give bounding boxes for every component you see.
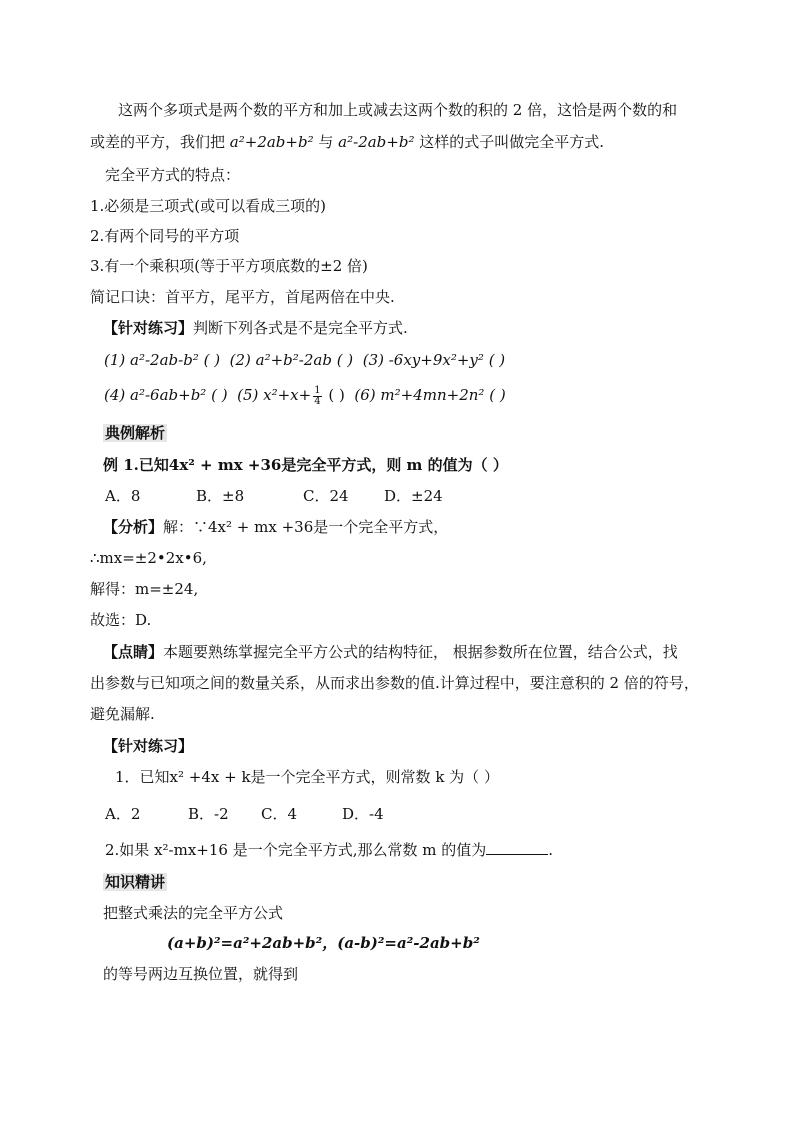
practice1-item-5-post: ( ) — [328, 386, 345, 404]
practice1-item-2: (2) a²+b²-2ab ( ) — [229, 351, 354, 369]
example-heading-text: 典例解析 — [105, 424, 166, 442]
fraction-one-quarter — [313, 386, 321, 407]
q1-option-a: A．2 — [105, 805, 141, 823]
expr-square-diff: a²-2ab+b² — [338, 133, 415, 151]
fraction-numerator: 1 — [314, 384, 321, 396]
practice1-text: 判断下列各式是不是完全平方式. — [193, 319, 408, 337]
knowledge-line-2: 的等号两边互换位置，就得到 — [103, 965, 299, 983]
feature-item-1: 1.必须是三项式(或可以看成三项的) — [90, 197, 327, 215]
mnemonic: 简记口诀：首平方，尾平方，首尾两倍在中央. — [90, 288, 395, 306]
practice2-label: 【针对练习】 — [103, 737, 194, 755]
practice1-row-2 — [104, 385, 506, 407]
practice1-item-1: (1) a²-2ab-b² ( ) — [104, 351, 221, 369]
knowledge-heading-text: 知识精讲 — [105, 873, 166, 891]
analysis-label: 【分析】 — [103, 518, 164, 536]
knowledge-heading — [103, 872, 167, 892]
intro-text-a: 或差的平方，我们把 — [90, 133, 226, 151]
intro-line-1: 这两个多项式是两个数的平方和加上或减去这两个数的积的 2 倍，这恰是两个数的和 — [118, 101, 678, 119]
example-option-a: A．8 — [105, 487, 141, 505]
feature-item-2: 2.有两个同号的平方项 — [90, 227, 240, 245]
knowledge-line-1: 把整式乘法的完全平方公式 — [103, 904, 284, 922]
intro-end: 这样的式子叫做完全平方式. — [419, 133, 605, 151]
intro-line-2 — [90, 132, 604, 152]
practice1-row-1 — [104, 350, 505, 370]
practice1-label: 【针对练习】 — [103, 319, 194, 337]
practice2-q2 — [105, 840, 553, 860]
comment-line-2: 出参数与已知项之间的数量关系，从而求出参数的值.计算过程中，要注意积的 2 倍的符号， — [90, 674, 699, 692]
practice1-item-6: (6) m²+4mn+2n² ( ) — [354, 386, 506, 404]
practice1-item-3: (3) -6xy+9x²+y² ( ) — [362, 351, 506, 369]
analysis-step-3: 故选：D. — [90, 611, 152, 629]
intro-mid: 与 — [318, 133, 334, 151]
example-option-b: B．±8 — [196, 487, 245, 505]
comment-label: 【点睛】 — [103, 643, 164, 661]
q2-text: 2.如果 x²-mx+16 是一个完全平方式,那么常数 m 的值为 — [105, 841, 487, 859]
features-title: 完全平方式的特点： — [105, 166, 241, 184]
analysis-step-2: 解得：m=±24, — [90, 580, 199, 598]
answer-blank[interactable] — [486, 840, 548, 855]
q2-end: . — [548, 841, 554, 859]
comment-line-1 — [103, 642, 678, 662]
example-question: 例 1.已知4x² + mx +36是完全平方式，则 m 的值为（ ） — [103, 456, 508, 474]
expr-square-sum: a²+2ab+b² — [229, 133, 314, 151]
q1-option-c: C．4 — [261, 805, 298, 823]
comment-text-1: 本题要熟练掌握完全平方公式的结构特征， 根据参数所在位置，结合公式，找 — [163, 643, 678, 661]
example-heading — [103, 423, 167, 443]
q1-option-b: B．-2 — [188, 805, 229, 823]
practice1-header — [103, 318, 408, 338]
practice2-q1: 1．已知x² +4x + k是一个完全平方式，则常数 k 为（ ） — [115, 768, 499, 786]
fraction-denominator: 4 — [314, 395, 321, 407]
analysis-text: 解：∵4x² + mx +36是一个完全平方式， — [163, 518, 449, 536]
analysis-step-1: ∴mx=±2•2x•6, — [90, 549, 207, 567]
q1-option-d: D．-4 — [342, 805, 384, 823]
analysis-line — [103, 517, 448, 537]
example-option-c: C．24 — [303, 487, 349, 505]
knowledge-formula: (a+b)²=a²+2ab+b²，(a-b)²=a²-2ab+b² — [167, 934, 480, 952]
practice1-item-5-pre: (5) x²+x+ — [237, 386, 312, 404]
practice1-item-4: (4) a²-6ab+b² ( ) — [104, 386, 228, 404]
comment-line-3: 避免漏解. — [90, 705, 155, 723]
feature-item-3: 3.有一个乘积项(等于平方项底数的±2 倍) — [90, 257, 368, 275]
example-option-d: D．±24 — [384, 487, 443, 505]
